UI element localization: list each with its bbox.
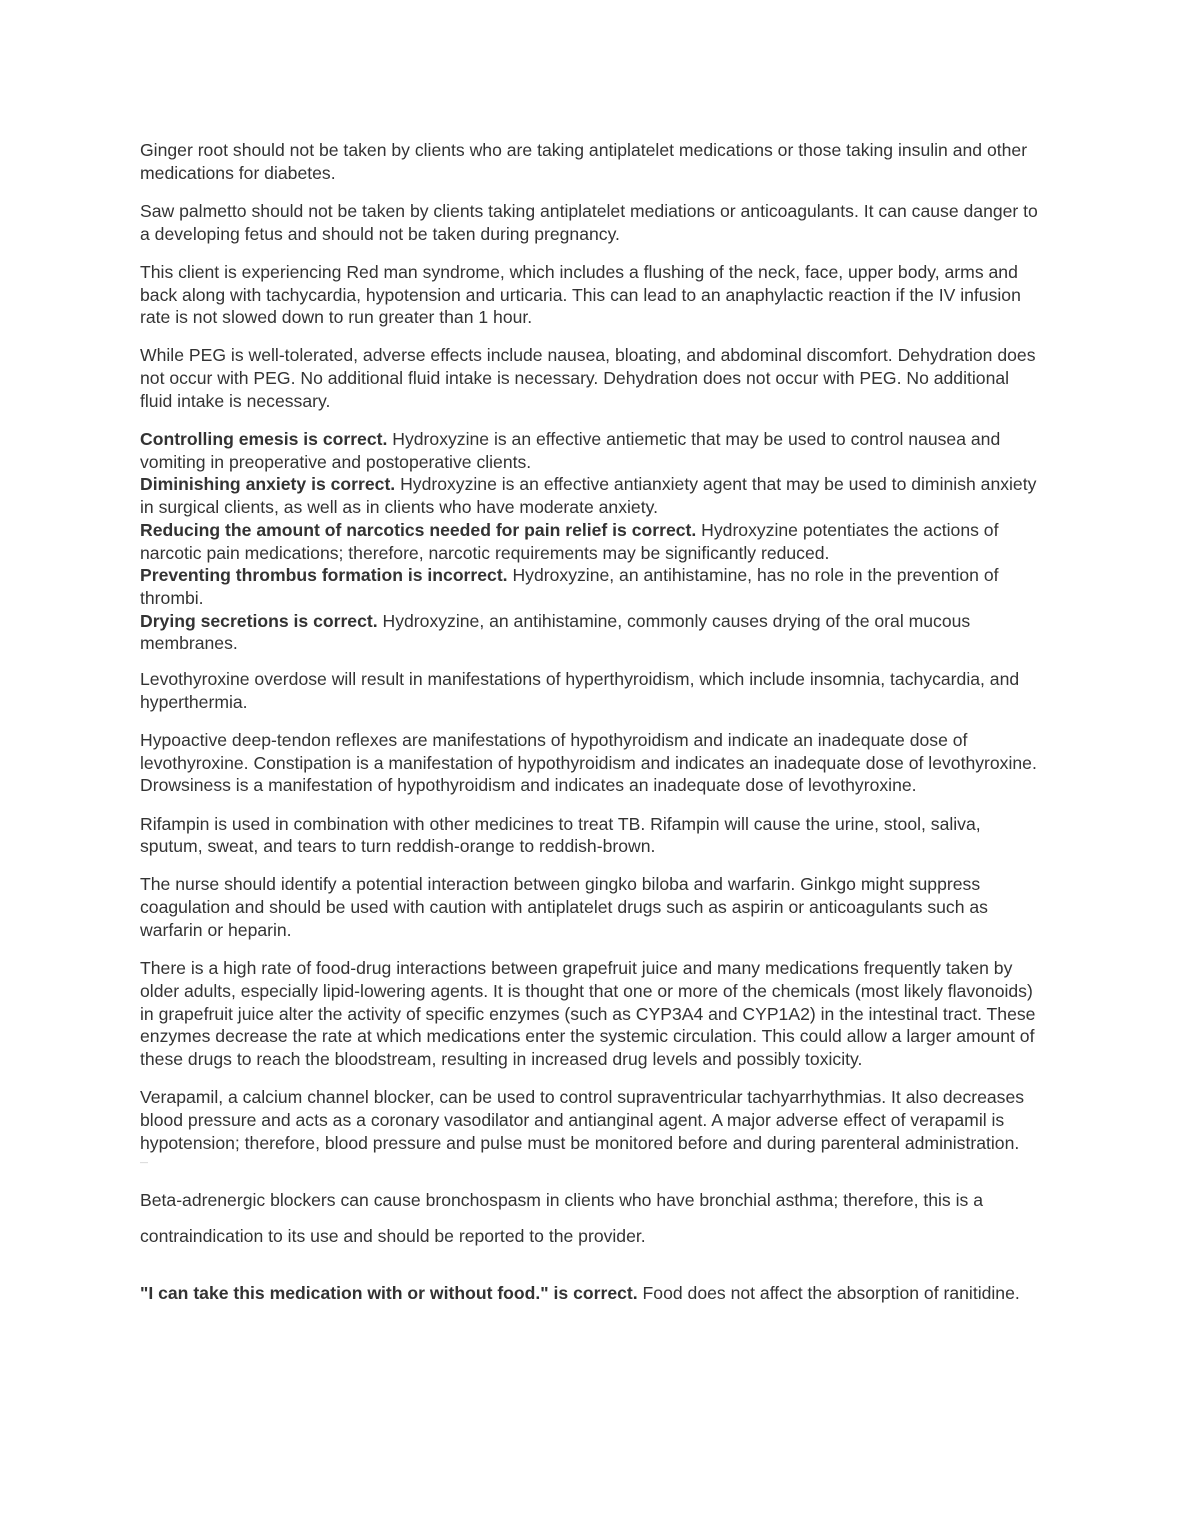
paragraph-ginkgo-biloba: The nurse should identify a potential interaction between gingko biloba and warfarin. Ginkgo might suppress coagulation and should be used with caution with antiplatelet drugs such as aspirin or anticoagulants such as warfarin or heparin.	[140, 874, 988, 940]
paragraph-red-man-syndrome: This client is experiencing Red man syndrome, which includes a flushing of the neck, face, upper body, arms and back along with tachycardia, hypotension and urticaria. This can lead to an anaphylactic reaction if the IV infusion rate is not slowed down to run greater than 1 hour.	[140, 261, 1021, 328]
rationale-heading: Controlling emesis is correct.	[140, 429, 388, 450]
beta-blocker-block	[140, 1183, 1042, 1254]
paragraph-verapamil: Verapamil, a calcium channel blocker, can be used to control supraventricular tachyarrhythmias. It also decreases blood pressure and acts as a coronary vasodilator and antianginal agent. A major adverse effect of verapamil is hypotension; therefore, blood pressure and pulse must be monitored before and during parenteral administration.	[140, 1087, 1025, 1153]
rationale-text: Hydroxyzine potentiates the actions of narcotic pain medications; therefore, narcotic requirements may be significantly reduced.	[140, 519, 999, 563]
rationale-heading: Preventing thrombus formation is incorrect.	[140, 565, 508, 586]
rationale-drying-secretions	[140, 610, 1042, 655]
rationale-heading: Diminishing anxiety is correct.	[140, 474, 396, 495]
hydroxyzine-rationales	[140, 428, 1042, 655]
rationale-text: Hydroxyzine, an antihistamine, has no role in the prevention of thrombi.	[140, 565, 999, 608]
paragraph-saw-palmetto: Saw palmetto should not be taken by clients taking antiplatelet mediations or anticoagulants. It can cause danger to a developing fetus and should not be taken during pregnancy.	[140, 200, 1038, 244]
paragraph-rifampin: Rifampin is used in combination with other medicines to treat TB. Rifampin will cause the urine, stool, saliva, sputum, sweat, and tears to turn reddish-orange to reddish-brown.	[140, 813, 981, 857]
separator-mark: —	[140, 1158, 148, 1168]
paragraph-beta-blockers-line2: contraindication to its use and should be reported to the provider.	[140, 1225, 646, 1246]
rationale-controlling-emesis	[140, 428, 1042, 473]
paragraph-beta-blockers-line1: Beta-adrenergic blockers can cause bronchospasm in clients who have bronchial asthma; therefore, this is a	[140, 1190, 983, 1211]
paragraph-hypoactive-reflexes: Hypoactive deep-tendon reflexes are manifestations of hypothyroidism and indicate an inadequate dose of levothyroxine. Constipation is a manifestation of hypothyroidism and indicates an inadequate dose of levothyroxine. Drowsiness is a manifestation of hypothyroidism and indicates an inadequate dose of levothyroxine.	[140, 729, 1037, 796]
paragraph-peg: While PEG is well-tolerated, adverse effects include nausea, bloating, and abdominal discomfort. Dehydration does not occur with PEG. No additional fluid intake is necessary. Dehydration does not occur with PEG. No additional fluid intake is necessary.	[140, 345, 1036, 411]
rationale-text: Hydroxyzine is an effective antiemetic that may be used to control nausea and vomiting in preoperative and postoperative clients.	[140, 429, 1001, 472]
rationale-preventing-thrombus	[140, 564, 1042, 609]
paragraph-levothyroxine-overdose: Levothyroxine overdose will result in manifestations of hyperthyroidism, which include insomnia, tachycardia, and hyperthermia.	[140, 669, 1020, 712]
document-page	[140, 139, 1042, 1320]
rationale-heading: Reducing the amount of narcotics needed for pain relief is correct.	[140, 519, 697, 540]
rationale-text: Hydroxyzine is an effective antianxiety agent that may be used to diminish anxiety in surgical clients, as well as in clients who have moderate anxiety.	[140, 474, 1037, 518]
paragraph-grapefruit-juice: There is a high rate of food-drug interactions between grapefruit juice and many medications frequently taken by older adults, especially lipid-lowering agents. It is thought that one or more of the chemicals (most likely flavonoids) in grapefruit juice alter the activity of specific enzymes (such as CYP3A4 and CYP1A2) in the intestinal tract. These enzymes decrease the rate at which medications enter the systemic circulation. This could allow a larger amount of these drugs to reach the bloodstream, resulting in increased drug levels and possibly toxicity.	[140, 958, 1036, 1069]
rationale-diminishing-anxiety	[140, 473, 1042, 518]
rationale-heading: Drying secretions is correct.	[140, 610, 378, 631]
paragraph-ranitidine	[140, 1282, 1042, 1305]
paragraph-ginger-root: Ginger root should not be taken by clients who are taking antiplatelet medications or those taking insulin and other medications for diabetes.	[140, 140, 1028, 183]
rationale-text: Hydroxyzine, an antihistamine, commonly causes drying of the oral mucous membranes.	[140, 610, 971, 654]
rationale-heading: "I can take this medication with or without food." is correct.	[140, 1283, 638, 1304]
rationale-reducing-narcotics	[140, 519, 1042, 564]
rationale-text: Food does not affect the absorption of ranitidine.	[637, 1283, 1020, 1304]
